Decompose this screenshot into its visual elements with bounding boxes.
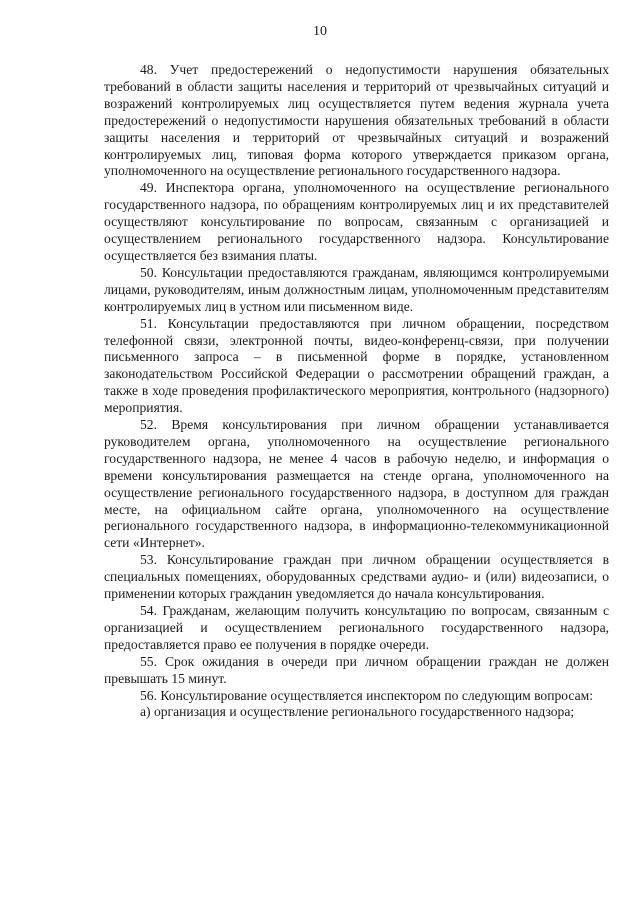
paragraph-48: 48. Учет предостережений о недопустимости нарушения обязательных требований в области защиты населения и территорий от чрезвычайных ситуаций и возражений контролируемых лиц осуществляется путем ведения журнала учета предостережений о недопустимости нарушения обязательных требований в области защиты населения и территорий от чрезвычайных ситуаций и возражений контролируемых лиц, типовая форма которого утверждается приказом органа, уполномоченного на осуществление регионального государственного надзора. — [104, 62, 609, 179]
paragraph-49: 49. Инспектора органа, уполномоченного на осуществление регионального государственного надзора, по обращениям контролируемых лиц и их представителей осуществляют консультирование по вопросам, связанным с организацией и осуществлением регионального государственного надзора. Консультирование осуществляется без взимания платы. — [104, 180, 609, 263]
paragraph-50: 50. Консультации предоставляются гражданам, являющимся контролируемыми лицами, руководителям, иным должностным лицам, уполномоченным представителям контролируемых лиц в устном или письменном виде. — [104, 264, 609, 314]
page-number: 10 — [313, 24, 327, 39]
paragraph-56-item-a: а) организация и осуществление регионального государственного надзора; — [140, 704, 575, 720]
document-body — [104, 62, 609, 721]
paragraph-53: 53. Консультирование граждан при личном обращении осуществляется в специальных помещениях, оборудованных средствами аудио- и (или) видеозаписи, о применении которых гражданин уведомляется до начала консультирования. — [104, 552, 609, 602]
paragraph-55: 55. Срок ожидания в очереди при личном обращении граждан не должен превышать 15 минут. — [104, 653, 609, 686]
paragraph-54: 54. Гражданам, желающим получить консультацию по вопросам, связанным с организацией и осуществлением регионального государственного надзора, предоставляется право ее получения в порядке очереди. — [104, 603, 609, 652]
paragraph-56: 56. Консультирование осуществляется инспектором по следующим вопросам: — [140, 687, 594, 703]
paragraph-52: 52. Время консультирования при личном обращении устанавливается руководителем органа, уполномоченного на осуществление регионального государственного надзора, не менее 4 часов в рабочую неделю, и информация о времени консультирования размещается на стенде органа, уполномоченного на осуществление регионального государственного надзора, в доступном для граждан месте, на официальном сайте органа, уполномоченного на осуществление регионального государственного надзора, в информационно-телекоммуникационной сети «Интернет». — [104, 417, 609, 551]
paragraph-51: 51. Консультации предоставляются при личном обращении, посредством телефонной связи, электронной почты, видео-конференц-связи, при получении письменного запроса – в письменной форме в порядке, установленном законодательством Российской Федерации о рассмотрении обращений граждан, а также в ходе проведения профилактического мероприятия, контрольного (надзорного) мероприятия. — [104, 315, 609, 416]
